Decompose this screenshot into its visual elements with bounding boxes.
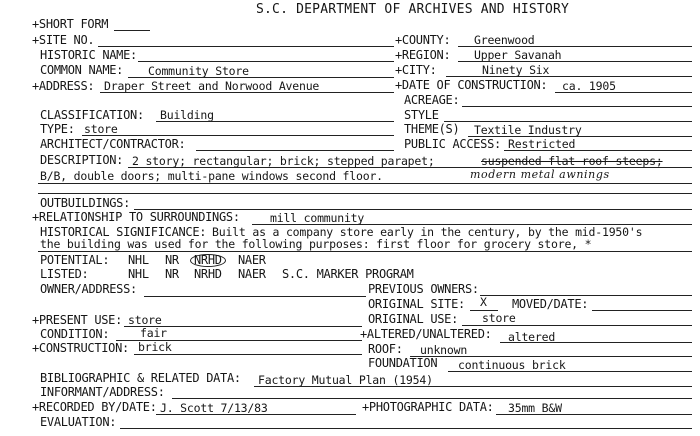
recorded-by-label: +RECORDED BY/DATE: xyxy=(32,400,157,414)
city-label: +CITY: xyxy=(395,63,437,77)
photographic-line xyxy=(496,414,692,415)
moved-date-line xyxy=(592,310,692,311)
address-line xyxy=(100,92,394,93)
common-name-label: COMMON NAME: xyxy=(40,63,124,77)
form-title: S.C. DEPARTMENT OF ARCHIVES AND HISTORY xyxy=(256,2,570,17)
acreage-line xyxy=(462,106,692,107)
listed-option-nr: NR xyxy=(165,267,179,281)
recorded-by-value: J. Scott 7/13/83 xyxy=(160,401,268,415)
historical-significance-label: HISTORICAL SIGNIFICANCE: xyxy=(40,225,207,239)
original-use-value: store xyxy=(482,311,516,325)
original-site-value: X xyxy=(480,295,487,309)
altered-label: +ALTERED/UNALTERED: xyxy=(360,327,492,341)
themes-label: THEME(S) xyxy=(404,122,460,136)
photographic-label: +PHOTOGRAPHIC DATA: xyxy=(362,400,494,414)
bibliographic-value: Factory Mutual Plan (1954) xyxy=(258,373,433,387)
potential-selected-circle: NRHD xyxy=(190,254,226,267)
roof-line xyxy=(410,356,692,357)
potential-option-nhl: NHL xyxy=(128,253,149,267)
region-label: +REGION: xyxy=(395,48,451,62)
acreage-label: ACREAGE: xyxy=(404,93,460,107)
present-use-value: store xyxy=(128,313,162,327)
region-line xyxy=(458,61,692,62)
altered-value: altered xyxy=(508,330,556,344)
original-use-label: ORIGINAL USE: xyxy=(368,312,459,326)
address-label: +ADDRESS: xyxy=(32,79,95,93)
classification-label: CLASSIFICATION: xyxy=(40,108,144,122)
historic-name-line xyxy=(138,61,394,62)
owner-address-label: OWNER/ADDRESS: xyxy=(40,282,137,296)
region-value: Upper Savanah xyxy=(474,48,562,62)
relationship-label: +RELATIONSHIP TO SURROUNDINGS: xyxy=(32,210,240,224)
public-access-label: PUBLIC ACCESS: xyxy=(404,137,501,151)
description-handwritten-note: modern metal awnings xyxy=(470,168,610,181)
description-line-rule-3 xyxy=(38,193,692,194)
county-label: +COUNTY: xyxy=(395,33,451,47)
address-value: Draper Street and Norwood Avenue xyxy=(104,79,320,93)
short-form-line xyxy=(114,30,150,31)
altered-line xyxy=(500,342,692,343)
informant-line xyxy=(172,398,692,399)
informant-label: INFORMANT/ADDRESS: xyxy=(40,385,165,399)
listed-label: LISTED: xyxy=(40,267,89,281)
description-line-rule-2 xyxy=(38,183,692,184)
listed-option-naer: NAER xyxy=(238,267,266,281)
city-value: Ninety Six xyxy=(482,63,550,77)
themes-line xyxy=(468,136,692,137)
site-no-line xyxy=(98,46,394,47)
potential-label: POTENTIAL: xyxy=(40,253,110,267)
evaluation-label: EVALUATION: xyxy=(40,415,117,429)
description-struck-text: suspended flat roof steeps; xyxy=(481,154,663,168)
bibliographic-line xyxy=(254,386,692,387)
description-label: DESCRIPTION: xyxy=(40,153,124,167)
outbuildings-label: OUTBUILDINGS: xyxy=(40,196,131,210)
recorded-by-line xyxy=(156,414,356,415)
date-of-construction-line xyxy=(555,92,692,93)
public-access-value: Restricted xyxy=(508,137,576,151)
style-line xyxy=(444,121,692,122)
roof-value: unknown xyxy=(420,343,468,357)
historical-significance-rule xyxy=(38,251,692,252)
roof-label: ROOF: xyxy=(368,342,403,356)
style-label: STYLE xyxy=(404,108,439,122)
construction-line xyxy=(134,354,362,355)
foundation-label: FOUNDATION xyxy=(368,356,438,370)
present-use-label: +PRESENT USE: xyxy=(32,313,123,327)
architect-label: ARCHITECT/CONTRACTOR: xyxy=(40,137,186,151)
description-line-1: 2 story; rectangular; brick; stepped parapet; xyxy=(132,154,435,168)
short-form-label: +SHORT FORM xyxy=(32,17,109,31)
construction-label: +CONSTRUCTION: xyxy=(32,341,129,355)
common-name-value: Community Store xyxy=(148,64,249,78)
photographic-value: 35mm B&W xyxy=(508,401,562,415)
themes-value: Textile Industry xyxy=(474,123,582,137)
date-of-construction-label: +DATE OF CONSTRUCTION: xyxy=(395,78,548,92)
condition-value: fair xyxy=(140,326,167,340)
construction-value: brick xyxy=(138,340,172,354)
previous-owners-label: PREVIOUS OWNERS: xyxy=(368,282,479,296)
original-use-line xyxy=(462,325,692,326)
foundation-value: continuous brick xyxy=(458,358,566,372)
listed-option-nhl: NHL xyxy=(128,267,149,281)
relationship-value: mill community xyxy=(270,211,365,225)
moved-date-label: MOVED/DATE: xyxy=(512,297,589,311)
foundation-line xyxy=(448,371,692,372)
historical-significance-line-1: Built as a company store early in the century, by the mid-1950's xyxy=(212,225,643,239)
historic-name-label: HISTORIC NAME: xyxy=(40,48,137,62)
original-site-label: ORIGINAL SITE: xyxy=(368,297,465,311)
county-line xyxy=(458,46,692,47)
listed-option-marker: S.C. MARKER PROGRAM xyxy=(282,267,414,281)
potential-option-naer: NAER xyxy=(238,253,266,267)
site-no-label: +SITE NO. xyxy=(32,33,95,47)
city-line xyxy=(446,76,692,77)
common-name-line xyxy=(128,77,394,78)
classification-value: Building xyxy=(160,108,214,122)
public-access-line xyxy=(504,150,692,151)
historical-significance-line-2: the building was used for the following purposes: first floor for grocery store, * xyxy=(40,237,592,251)
potential-option-nr: NR xyxy=(165,253,179,267)
classification-line xyxy=(156,121,394,122)
type-label: TYPE: xyxy=(40,122,75,136)
potential-option-nrhd xyxy=(190,254,226,267)
condition-label: CONDITION: xyxy=(40,327,110,341)
owner-address-line xyxy=(144,296,366,297)
evaluation-line xyxy=(120,428,692,429)
bibliographic-label: BIBLIOGRAPHIC & RELATED DATA: xyxy=(40,371,241,385)
date-of-construction-value: ca. 1905 xyxy=(562,79,616,93)
listed-option-nrhd: NRHD xyxy=(194,267,222,281)
description-line-2: B/B, double doors; multi-pane windows second floor. xyxy=(40,169,383,183)
type-line xyxy=(82,135,394,136)
type-value: store xyxy=(84,122,118,136)
previous-owners-line xyxy=(480,295,692,296)
county-value: Greenwood xyxy=(474,33,535,47)
architect-line xyxy=(196,150,394,151)
